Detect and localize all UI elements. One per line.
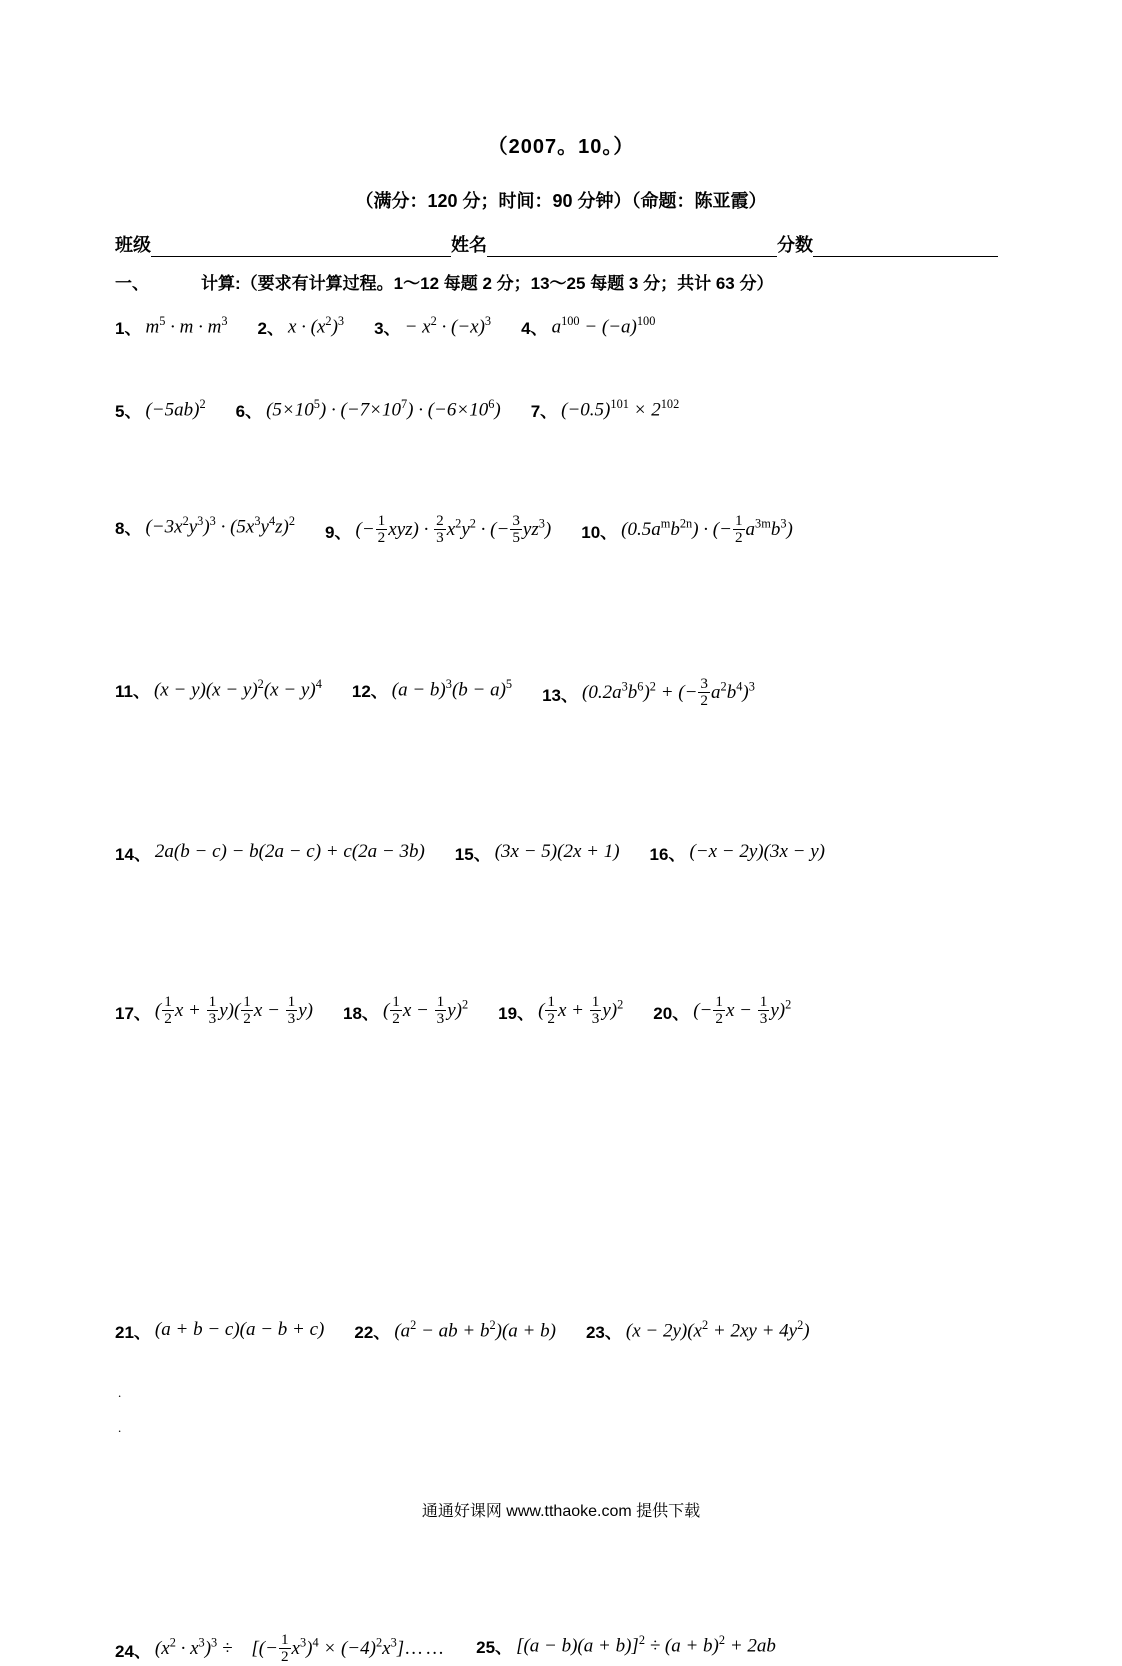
- problem-number: 13、: [542, 685, 579, 705]
- problem-10: [581, 514, 793, 547]
- problem-22: [354, 1318, 556, 1343]
- problem-1: [115, 314, 228, 339]
- problem-expression: $(x^2 \cdot x^3)^3$ ÷ [(− $\frac{1}{2}$ $x^3)^4$ × $(-4)^2x^3]\dots\dots$: [154, 1630, 447, 1665]
- problem-expression: ( $\frac{1}{2}$ x − $\frac{1}{3}$ y)$^2$: [382, 992, 469, 1027]
- problem-21: [115, 1318, 324, 1343]
- problem-25: [476, 1633, 776, 1658]
- field-name-label: 姓名: [451, 235, 487, 255]
- problem-expression: $x \cdot (x^2)^3$: [287, 314, 345, 338]
- problem-row: [115, 314, 1007, 339]
- problem-expression: 2a(b − c) − b(2a − c) + c(2a − 3b): [154, 841, 425, 863]
- problem-expression: $(0.2a^3b^6)^2$ + (− $\frac{3}{2}$ $a^2b^4)^3$: [582, 674, 755, 709]
- problem-expression: $(a - b)^3(b - a)^5$: [391, 677, 513, 701]
- problem-4: [521, 314, 655, 339]
- problem-12: [352, 677, 512, 702]
- problem-8: [115, 514, 295, 539]
- problem-row: [115, 397, 1007, 422]
- problem-expression: ($a^2$ − ab + $b^2)(a + b)$: [394, 1318, 556, 1342]
- problem-expression: (− $\frac{1}{2}$ xyz) · $\frac{2}{3}$ $x^2y^2$ · (− $\frac{3}{5}$ $yz^3$): [355, 512, 552, 546]
- problem-9: [325, 514, 551, 547]
- section-number: 一、: [115, 274, 149, 293]
- problem-expression: $a^{100} - (-a)^{100}$: [551, 314, 656, 338]
- problem-number: 3、: [374, 319, 401, 338]
- problem-number: 15、: [454, 844, 491, 864]
- problem-24: [115, 1630, 447, 1666]
- problem-11: [115, 677, 322, 702]
- problem-expression: $(-3x^2y^3)^3 \cdot (5x^3y^4z)^2$: [145, 514, 296, 538]
- problem-number: 7、: [530, 402, 558, 421]
- problem-expression: − $x^2 \cdot (-x)^3$: [404, 314, 492, 338]
- problem-expression: $(0.5a^mb^{2n})$ · (− $\frac{1}{2}$ $a^{3m}b^3$): [621, 512, 793, 546]
- field-class-label: 班级: [115, 235, 151, 255]
- problem-number: 11、: [115, 681, 150, 701]
- problem-expression: (a + b − c)(a − b + c): [154, 1319, 325, 1341]
- problem-row: [115, 1318, 1007, 1343]
- field-name-blank[interactable]: [487, 240, 777, 257]
- problem-6: [236, 397, 501, 422]
- problem-expression: ( $\frac{1}{2}$ x + $\frac{1}{3}$ y)$^2$: [538, 992, 624, 1027]
- field-score-label: 分数: [777, 235, 813, 255]
- problem-13: [542, 674, 755, 710]
- student-info-fields: [115, 231, 1007, 257]
- section-one-heading: [115, 269, 1007, 294]
- section-instruction: 计算:（要求有计算过程。1～12 每题 2 分；13～25 每题 3 分；共计 63 分）: [201, 274, 774, 293]
- problem-expression: $(-5ab)^2$: [145, 397, 206, 421]
- problem-expression: (−x − 2y)(3x − y): [689, 841, 825, 863]
- problem-5: [115, 397, 206, 422]
- problem-number: 24、: [115, 1641, 151, 1661]
- problem-number: 22、: [354, 1322, 391, 1342]
- stray-dot-1: .: [118, 1385, 122, 1400]
- problem-7: [531, 397, 680, 422]
- stray-dot-2: .: [118, 1420, 122, 1435]
- problem-number: 12、: [351, 681, 388, 701]
- problem-number: 10、: [581, 522, 618, 542]
- problem-expression: $(5\times 10^5) \cdot (-7\times 10^7) \cdot (-6\times 10^6)$: [266, 397, 501, 421]
- problem-16: [650, 840, 825, 865]
- footer-credit: 通通好课网 www.tthaoke.com 提供下载: [421, 1503, 701, 1520]
- problem-list: [115, 314, 1007, 1666]
- problem-row: [115, 674, 1007, 710]
- problem-row: [115, 1630, 1007, 1666]
- exam-info-line: （满分：120 分；时间：90 分钟）（命题：陈亚霞）: [355, 191, 767, 211]
- problem-number: 6、: [235, 402, 263, 421]
- problem-number: 18、: [343, 1003, 379, 1023]
- problem-row: [115, 840, 1007, 865]
- problem-15: [455, 840, 620, 865]
- field-name: [451, 231, 777, 257]
- problem-2: [258, 314, 345, 339]
- problem-number: 21、: [115, 1322, 151, 1342]
- problem-expression: $(-0.5)^{101} \times 2^{102}$: [561, 397, 680, 421]
- problem-expression: $m^5 \cdot m \cdot m^3$: [145, 314, 228, 338]
- problem-14: [115, 840, 425, 865]
- problem-number: 16、: [649, 844, 686, 864]
- problem-20: [653, 992, 792, 1028]
- problem-expression: (3x − 5)(2x + 1): [494, 841, 620, 863]
- problem-19: [498, 992, 624, 1028]
- problem-expression: $[(a - b)(a + b)]^2 \div (a + b)^2 + 2ab$: [516, 1633, 776, 1657]
- problem-expression: (− $\frac{1}{2}$ x − $\frac{1}{3}$ y)$^2$: [693, 992, 792, 1027]
- problem-23: [586, 1318, 810, 1343]
- problem-number: 17、: [115, 1003, 151, 1023]
- problem-number: 23、: [585, 1322, 622, 1342]
- problem-number: 5、: [115, 402, 142, 421]
- problem-number: 9、: [325, 522, 352, 542]
- page-title: （2007。10。）: [487, 136, 635, 158]
- problem-number: 25、: [476, 1637, 513, 1657]
- field-class: [115, 231, 451, 257]
- problem-expression: $(x - 2y)(x^2 + 2xy + 4y^2)$: [625, 1318, 810, 1342]
- field-score: [777, 231, 998, 257]
- field-class-blank[interactable]: [151, 240, 451, 257]
- problem-18: [343, 992, 469, 1028]
- problem-row: [115, 514, 1007, 547]
- problem-expression: $(x - y)(x - y)^2(x - y)^4$: [153, 677, 322, 701]
- problem-expression: ( $\frac{1}{2}$ x + $\frac{1}{3}$ y)( $\frac{1}{2}$ x − $\frac{1}{3}$ y): [154, 992, 314, 1027]
- problem-number: 4、: [521, 319, 548, 338]
- problem-number: 8、: [115, 519, 142, 538]
- problem-3: [374, 314, 491, 339]
- problem-number: 1、: [115, 319, 142, 338]
- problem-number: 20、: [653, 1003, 690, 1023]
- field-score-blank[interactable]: [813, 240, 998, 257]
- problem-number: 19、: [498, 1003, 535, 1023]
- problem-row: [115, 992, 1007, 1028]
- problem-number: 2、: [257, 319, 284, 338]
- problem-17: [115, 992, 314, 1028]
- problem-number: 14、: [115, 844, 151, 864]
